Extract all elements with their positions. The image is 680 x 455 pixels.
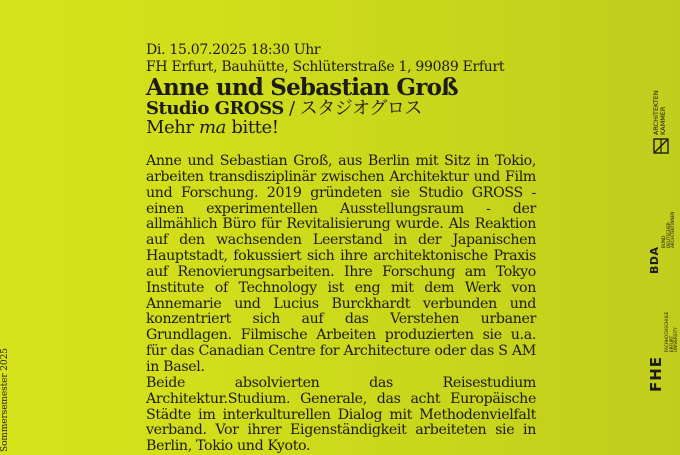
biography-text: [146, 154, 536, 455]
architektenkammer-line-1: ARCHITEKTEN: [652, 90, 660, 135]
tagline-emphasis: ma: [199, 117, 227, 138]
studio-subtitle: [146, 100, 546, 118]
bda-text: [662, 212, 676, 248]
studio-separator: /: [283, 98, 300, 119]
bda-line-2: DEUTSCHER: [665, 222, 671, 248]
event-header: [146, 42, 546, 138]
fhe-mark: FHE: [647, 355, 665, 392]
bda-mark: BDA: [648, 246, 661, 274]
studio-name: Studio GROSS: [146, 98, 284, 119]
architektenkammer-text: [653, 90, 667, 135]
fhe-line-3: UNIVERSITY: [673, 327, 679, 352]
biography-paragraph-1: Anne und Sebastian Groß, aus Berlin mit Sitz in Tokio, arbeiten transdisziplinär zwischen Architektur und Film und Forschung. 2019 gründeten sie Studio GROSS - einen experimentellen Ausstellungsraum - der allmählich Büro für Revitalisierung wurde. Als Reaktion auf den wachsenden Leerstand in der Japanischen Hauptstadt, fokussiert sich ihre architektonische Praxis auf Renovierungsarbeiten. Ihre Forschung am Tokyo Institute of Technology ist eng mit dem Werk von Annemarie und Lucius Burckhardt verbunden und konzentriert sich auf das Verstehen urbaner Grundlagen. Filmische Arbeiten produzierten sie u.a. für das Canadian Centre for Architecture oder das S AM in Basel.: [146, 153, 536, 375]
biography-paragraph-2: Beide absolvierten das Reisestudium Architektur.Studium. Generale, das acht Europäische Städte im interkulturellen Dialog mit Methodenvielfalt verband. Vor ihrer Eigenständigkeit arbeiteten sie in Berlin, Tokio und Kyoto.: [146, 374, 536, 455]
lecture-tagline: [146, 118, 546, 138]
organizer-footer: [0, 254, 60, 454]
fhe-line-1: FACHHOCHSCHULE: [664, 311, 669, 352]
bda-line-1: BUND: [661, 235, 666, 248]
fh-erfurt-logo: [646, 311, 679, 392]
tagline-pre: Mehr: [146, 117, 200, 138]
bda-line-3: ARCHITEKTINNEN: [670, 211, 676, 248]
organizer-line-3: Sommersemester 2025: [0, 348, 10, 452]
event-date-time: Di. 15.07.2025 18:30 Uhr: [146, 42, 321, 58]
tagline-post: bitte!: [226, 117, 279, 138]
fhe-text: [665, 312, 679, 352]
event-location: FH Erfurt, Bauhütte, Schlüterstraße 1, 99089 Erfurt: [146, 59, 505, 75]
architektenkammer-logo: [648, 92, 676, 156]
fhe-line-2: ERFURT: [668, 335, 674, 352]
bda-logo: [646, 211, 676, 274]
organizer-text: [0, 235, 10, 452]
architektenkammer-line-2: KAMMER: [659, 106, 667, 135]
studio-japanese-name: スタジオグロス: [299, 98, 422, 119]
speaker-title: Anne und Sebastian Groß: [146, 74, 458, 101]
